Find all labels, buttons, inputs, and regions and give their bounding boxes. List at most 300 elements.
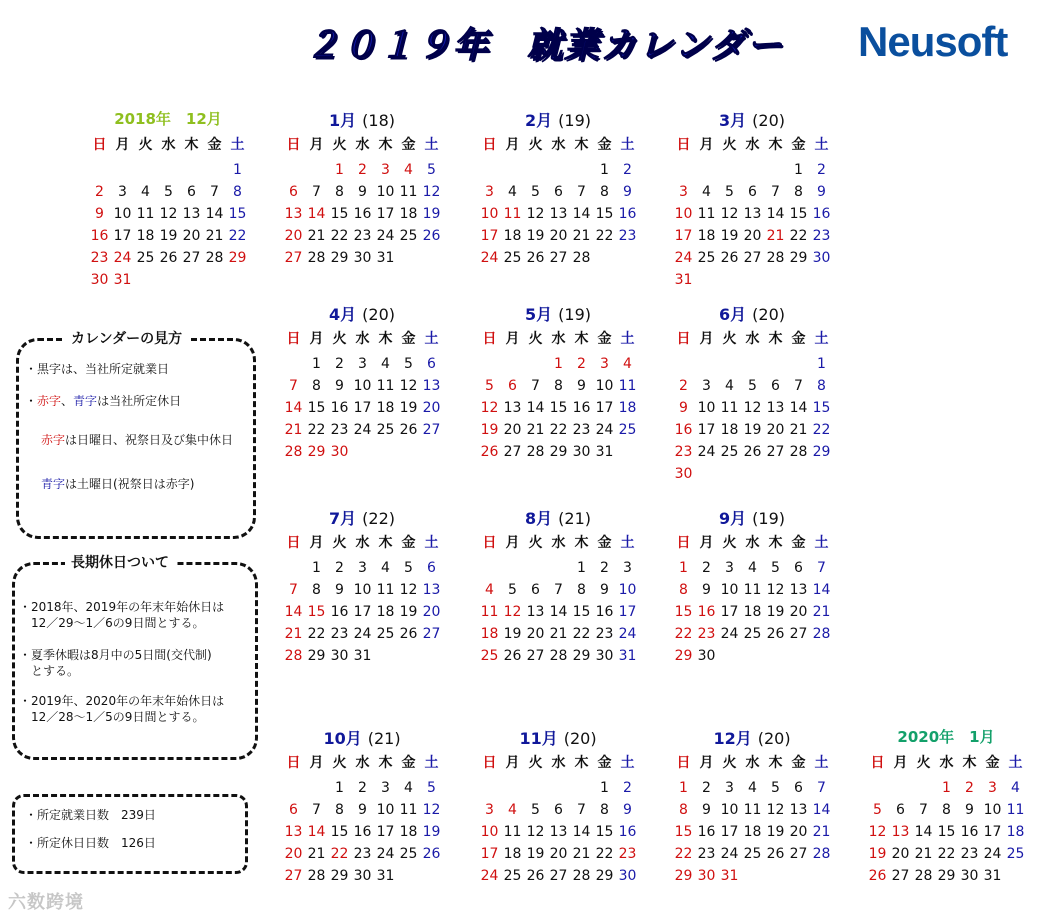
day-cell: 22 xyxy=(549,422,568,438)
weekday-label: 火 xyxy=(332,137,347,153)
summary-box xyxy=(12,794,248,874)
day-cell: 19 xyxy=(503,626,522,642)
day-cell: 15 xyxy=(595,824,614,840)
empty-cell xyxy=(134,159,157,181)
month-heading xyxy=(468,108,648,134)
month-heading xyxy=(272,108,452,134)
day-cell: 4 xyxy=(141,184,150,200)
day-cell: 27 xyxy=(743,250,762,266)
day-cell: 25 xyxy=(697,250,716,266)
empty-cell xyxy=(672,159,695,181)
empty-cell xyxy=(501,777,524,799)
day-cell: 10 xyxy=(376,802,395,818)
day-cell: 22 xyxy=(330,846,349,862)
day-cell: 30 xyxy=(353,250,372,266)
day-cell: 8 xyxy=(233,184,242,200)
day-cell: 21 xyxy=(914,846,933,862)
day-cell: 28 xyxy=(526,444,545,460)
day-cell: 21 xyxy=(572,846,591,862)
day-cell: 15 xyxy=(572,604,591,620)
day-cell: 29 xyxy=(228,250,247,266)
day-cell: 8 xyxy=(817,378,826,394)
empty-cell xyxy=(570,777,593,799)
weekday-label: 日 xyxy=(482,137,497,153)
day-cell: 24 xyxy=(983,846,1002,862)
weekday-label: 木 xyxy=(378,535,393,551)
day-cell: 21 xyxy=(307,846,326,862)
day-cell: 21 xyxy=(284,422,303,438)
day-cell: 26 xyxy=(766,626,785,642)
weekday-label: 月 xyxy=(115,137,130,153)
day-cell: 1 xyxy=(312,560,321,576)
day-cell: 17 xyxy=(376,824,395,840)
day-cell: 11 xyxy=(503,824,522,840)
month-calendar xyxy=(856,726,1036,887)
workday-count: (19) xyxy=(558,111,591,130)
day-cell: 23 xyxy=(697,846,716,862)
day-cell: 26 xyxy=(399,422,418,438)
weekday-label: 土 xyxy=(814,755,829,771)
day-cell: 13 xyxy=(891,824,910,840)
day-cell: 18 xyxy=(697,228,716,244)
day-cell: 10 xyxy=(618,582,637,598)
weekday-label: 土 xyxy=(814,137,829,153)
weekday-label: 月 xyxy=(505,331,520,347)
day-cell: 17 xyxy=(697,422,716,438)
empty-cell xyxy=(478,353,501,375)
day-cell: 27 xyxy=(284,250,303,266)
day-grid xyxy=(282,532,443,667)
day-cell: 12 xyxy=(422,802,441,818)
day-cell: 11 xyxy=(399,802,418,818)
day-cell: 13 xyxy=(789,802,808,818)
day-cell: 20 xyxy=(422,400,441,416)
day-cell: 5 xyxy=(531,184,540,200)
day-cell: 12 xyxy=(503,604,522,620)
day-cell: 21 xyxy=(284,626,303,642)
day-cell: 14 xyxy=(307,206,326,222)
day-cell: 6 xyxy=(289,184,298,200)
day-cell: 8 xyxy=(942,802,951,818)
day-cell: 13 xyxy=(284,206,303,222)
day-cell: 14 xyxy=(812,802,831,818)
day-cell: 25 xyxy=(399,228,418,244)
day-cell: 16 xyxy=(353,206,372,222)
day-cell: 13 xyxy=(549,206,568,222)
day-cell: 19 xyxy=(766,604,785,620)
day-cell: 2 xyxy=(358,162,367,178)
day-cell: 10 xyxy=(353,582,372,598)
day-cell: 31 xyxy=(983,868,1002,884)
day-cell: 27 xyxy=(526,648,545,664)
day-cell: 21 xyxy=(812,824,831,840)
day-cell: 5 xyxy=(427,780,436,796)
day-cell: 6 xyxy=(771,378,780,394)
weekday-label: 日 xyxy=(676,331,691,347)
day-cell: 7 xyxy=(289,378,298,394)
day-cell: 19 xyxy=(526,846,545,862)
day-cell: 21 xyxy=(812,604,831,620)
weekday-label: 火 xyxy=(722,535,737,551)
day-cell: 16 xyxy=(960,824,979,840)
day-cell: 10 xyxy=(983,802,1002,818)
weekday-label: 金 xyxy=(597,331,612,347)
day-cell: 17 xyxy=(720,824,739,840)
day-cell: 25 xyxy=(743,846,762,862)
day-cell: 7 xyxy=(312,802,321,818)
day-cell: 12 xyxy=(743,400,762,416)
day-cell: 26 xyxy=(526,868,545,884)
day-cell: 27 xyxy=(284,868,303,884)
long-holiday-box xyxy=(12,555,258,760)
day-cell: 8 xyxy=(577,582,586,598)
day-cell: 27 xyxy=(549,868,568,884)
day-cell: 13 xyxy=(789,582,808,598)
month-calendar xyxy=(272,302,452,463)
day-cell: 16 xyxy=(697,824,716,840)
day-cell: 7 xyxy=(577,802,586,818)
weekday-label: 火 xyxy=(528,331,543,347)
day-cell: 19 xyxy=(159,228,178,244)
month-heading xyxy=(272,302,452,328)
day-cell: 31 xyxy=(113,272,132,288)
day-cell: 14 xyxy=(572,206,591,222)
empty-cell xyxy=(547,159,570,181)
day-grid xyxy=(282,134,443,269)
month-calendar xyxy=(662,506,842,667)
day-cell: 19 xyxy=(720,228,739,244)
day-cell: 5 xyxy=(485,378,494,394)
empty-cell xyxy=(203,159,226,181)
day-cell: 13 xyxy=(422,582,441,598)
weekday-label: 日 xyxy=(286,137,301,153)
weekday-label: 日 xyxy=(482,331,497,347)
weekday-label: 水 xyxy=(551,331,566,347)
day-cell: 10 xyxy=(113,206,132,222)
day-cell: 19 xyxy=(868,846,887,862)
day-cell: 2 xyxy=(702,560,711,576)
day-cell: 2 xyxy=(95,184,104,200)
weekday-label: 月 xyxy=(699,331,714,347)
day-cell: 20 xyxy=(422,604,441,620)
day-cell: 3 xyxy=(725,560,734,576)
day-cell: 23 xyxy=(595,626,614,642)
month-label: 8月 xyxy=(525,509,553,528)
day-cell: 22 xyxy=(674,626,693,642)
weekday-label: 火 xyxy=(528,137,543,153)
day-cell: 9 xyxy=(600,582,609,598)
day-cell: 23 xyxy=(674,444,693,460)
day-cell: 15 xyxy=(789,206,808,222)
day-cell: 2 xyxy=(335,560,344,576)
empty-cell xyxy=(524,777,547,799)
day-cell: 7 xyxy=(771,184,780,200)
day-cell: 5 xyxy=(771,560,780,576)
watermark: 六数跨境 xyxy=(8,892,84,913)
day-cell: 13 xyxy=(503,400,522,416)
day-cell: 25 xyxy=(1006,846,1025,862)
day-cell: 2 xyxy=(335,356,344,372)
workday-count: (20) xyxy=(752,305,785,324)
day-cell: 8 xyxy=(679,582,688,598)
day-cell: 28 xyxy=(284,444,303,460)
day-cell: 3 xyxy=(485,184,494,200)
month-heading xyxy=(856,726,1036,752)
day-cell: 24 xyxy=(480,250,499,266)
day-cell: 18 xyxy=(376,604,395,620)
day-cell: 24 xyxy=(353,626,372,642)
day-cell: 26 xyxy=(503,648,522,664)
month-calendar xyxy=(662,726,842,887)
empty-cell xyxy=(501,353,524,375)
day-cell: 18 xyxy=(503,228,522,244)
day-cell: 24 xyxy=(376,228,395,244)
day-cell: 12 xyxy=(422,184,441,200)
day-cell: 4 xyxy=(404,780,413,796)
day-cell: 17 xyxy=(113,228,132,244)
day-cell: 6 xyxy=(508,378,517,394)
day-cell: 26 xyxy=(399,626,418,642)
weekday-label: 金 xyxy=(985,755,1000,771)
day-cell: 27 xyxy=(549,250,568,266)
day-cell: 30 xyxy=(618,868,637,884)
day-cell: 5 xyxy=(748,378,757,394)
long-holiday-title: 長期休日ついて xyxy=(65,552,175,572)
day-cell: 28 xyxy=(789,444,808,460)
day-cell: 25 xyxy=(503,868,522,884)
day-cell: 24 xyxy=(618,626,637,642)
day-cell: 12 xyxy=(526,824,545,840)
day-cell: 31 xyxy=(376,250,395,266)
day-cell: 4 xyxy=(381,356,390,372)
day-cell: 2 xyxy=(623,780,632,796)
weekday-label: 月 xyxy=(505,755,520,771)
weekday-label: 木 xyxy=(574,755,589,771)
day-cell: 6 xyxy=(289,802,298,818)
day-cell: 20 xyxy=(789,604,808,620)
day-cell: 19 xyxy=(743,422,762,438)
month-heading xyxy=(468,506,648,532)
day-cell: 24 xyxy=(720,846,739,862)
weekday-label: 木 xyxy=(768,137,783,153)
weekday-label: 水 xyxy=(355,137,370,153)
day-cell: 21 xyxy=(549,626,568,642)
day-cell: 13 xyxy=(422,378,441,394)
weekday-label: 日 xyxy=(286,755,301,771)
month-label: 4月 xyxy=(329,305,357,324)
month-label: 9月 xyxy=(719,509,747,528)
day-grid xyxy=(478,752,639,887)
day-cell: 6 xyxy=(427,356,436,372)
day-cell: 31 xyxy=(618,648,637,664)
day-cell: 31 xyxy=(353,648,372,664)
day-grid xyxy=(478,532,639,667)
day-grid xyxy=(672,752,833,887)
day-cell: 5 xyxy=(404,356,413,372)
day-cell: 6 xyxy=(794,780,803,796)
empty-cell xyxy=(524,557,547,579)
weekday-label: 月 xyxy=(309,137,324,153)
day-cell: 18 xyxy=(743,824,762,840)
weekday-label: 日 xyxy=(286,535,301,551)
day-cell: 9 xyxy=(335,378,344,394)
day-cell: 27 xyxy=(422,422,441,438)
weekday-label: 木 xyxy=(378,137,393,153)
empty-cell xyxy=(478,557,501,579)
day-cell: 27 xyxy=(503,444,522,460)
day-cell: 5 xyxy=(725,184,734,200)
empty-cell xyxy=(741,159,764,181)
day-cell: 30 xyxy=(353,868,372,884)
day-cell: 10 xyxy=(595,378,614,394)
day-cell: 11 xyxy=(1006,802,1025,818)
day-cell: 22 xyxy=(789,228,808,244)
day-cell: 23 xyxy=(618,228,637,244)
day-cell: 3 xyxy=(988,780,997,796)
day-cell: 9 xyxy=(702,582,711,598)
workday-count: (21) xyxy=(558,509,591,528)
day-cell: 22 xyxy=(595,846,614,862)
weekday-label: 火 xyxy=(332,331,347,347)
empty-cell xyxy=(547,777,570,799)
day-cell: 31 xyxy=(720,868,739,884)
day-cell: 18 xyxy=(503,846,522,862)
day-cell: 30 xyxy=(330,648,349,664)
day-cell: 28 xyxy=(549,648,568,664)
day-cell: 10 xyxy=(376,184,395,200)
day-cell: 18 xyxy=(399,206,418,222)
month-label: 1月 xyxy=(329,111,357,130)
weekday-label: 金 xyxy=(401,137,416,153)
day-cell: 17 xyxy=(353,400,372,416)
day-cell: 5 xyxy=(404,560,413,576)
day-cell: 2 xyxy=(623,162,632,178)
month-calendar xyxy=(662,302,842,485)
day-cell: 6 xyxy=(427,560,436,576)
day-cell: 20 xyxy=(743,228,762,244)
day-cell: 5 xyxy=(531,802,540,818)
day-cell: 17 xyxy=(376,206,395,222)
month-label: 7月 xyxy=(329,509,357,528)
day-cell: 4 xyxy=(702,184,711,200)
weekday-label: 火 xyxy=(722,137,737,153)
day-cell: 14 xyxy=(572,824,591,840)
day-cell: 6 xyxy=(554,184,563,200)
day-cell: 3 xyxy=(679,184,688,200)
day-cell: 22 xyxy=(307,422,326,438)
day-grid xyxy=(478,134,639,269)
day-cell: 26 xyxy=(743,444,762,460)
weekday-label: 木 xyxy=(768,535,783,551)
day-cell: 22 xyxy=(937,846,956,862)
day-cell: 24 xyxy=(353,422,372,438)
day-cell: 14 xyxy=(766,206,785,222)
day-cell: 29 xyxy=(937,868,956,884)
weekday-label: 月 xyxy=(309,755,324,771)
day-cell: 26 xyxy=(422,228,441,244)
day-cell: 24 xyxy=(697,444,716,460)
day-cell: 11 xyxy=(376,378,395,394)
day-cell: 3 xyxy=(381,162,390,178)
day-cell: 28 xyxy=(572,250,591,266)
day-cell: 9 xyxy=(623,184,632,200)
day-cell: 23 xyxy=(353,846,372,862)
empty-cell xyxy=(741,353,764,375)
day-cell: 14 xyxy=(284,400,303,416)
day-cell: 19 xyxy=(422,824,441,840)
day-cell: 2 xyxy=(965,780,974,796)
day-cell: 18 xyxy=(399,824,418,840)
weekday-label: 水 xyxy=(161,137,176,153)
weekday-label: 木 xyxy=(574,331,589,347)
day-cell: 5 xyxy=(164,184,173,200)
day-cell: 25 xyxy=(136,250,155,266)
month-calendar xyxy=(468,726,648,887)
weekday-label: 日 xyxy=(676,755,691,771)
month-heading xyxy=(662,302,842,328)
workday-count: (18) xyxy=(362,111,395,130)
weekday-label: 水 xyxy=(355,535,370,551)
day-cell: 18 xyxy=(618,400,637,416)
weekday-label: 日 xyxy=(870,755,885,771)
day-cell: 3 xyxy=(702,378,711,394)
weekday-label: 木 xyxy=(574,535,589,551)
weekday-label: 火 xyxy=(528,535,543,551)
month-heading xyxy=(662,506,842,532)
day-cell: 2 xyxy=(600,560,609,576)
day-cell: 18 xyxy=(720,422,739,438)
empty-cell xyxy=(305,777,328,799)
day-cell: 1 xyxy=(335,162,344,178)
day-cell: 31 xyxy=(595,444,614,460)
day-cell: 1 xyxy=(577,560,586,576)
day-cell: 22 xyxy=(595,228,614,244)
day-cell: 8 xyxy=(335,802,344,818)
day-cell: 30 xyxy=(595,648,614,664)
day-cell: 8 xyxy=(600,184,609,200)
day-cell: 11 xyxy=(720,400,739,416)
day-cell: 27 xyxy=(422,626,441,642)
day-cell: 12 xyxy=(480,400,499,416)
day-cell: 29 xyxy=(674,648,693,664)
day-cell: 3 xyxy=(600,356,609,372)
empty-cell xyxy=(889,777,912,799)
month-label: 5月 xyxy=(525,305,553,324)
empty-cell xyxy=(547,557,570,579)
weekday-label: 木 xyxy=(962,755,977,771)
day-cell: 30 xyxy=(697,868,716,884)
empty-cell xyxy=(787,353,810,375)
day-cell: 23 xyxy=(330,626,349,642)
day-cell: 24 xyxy=(113,250,132,266)
day-cell: 26 xyxy=(720,250,739,266)
day-cell: 16 xyxy=(330,604,349,620)
month-heading xyxy=(272,726,452,752)
day-cell: 10 xyxy=(353,378,372,394)
day-cell: 1 xyxy=(679,780,688,796)
day-cell: 20 xyxy=(549,228,568,244)
empty-cell xyxy=(478,777,501,799)
day-cell: 15 xyxy=(937,824,956,840)
day-cell: 11 xyxy=(697,206,716,222)
day-cell: 30 xyxy=(572,444,591,460)
empty-cell xyxy=(282,557,305,579)
empty-cell xyxy=(718,159,741,181)
day-cell: 17 xyxy=(353,604,372,620)
day-cell: 17 xyxy=(674,228,693,244)
weekday-label: 木 xyxy=(768,755,783,771)
day-cell: 10 xyxy=(720,802,739,818)
